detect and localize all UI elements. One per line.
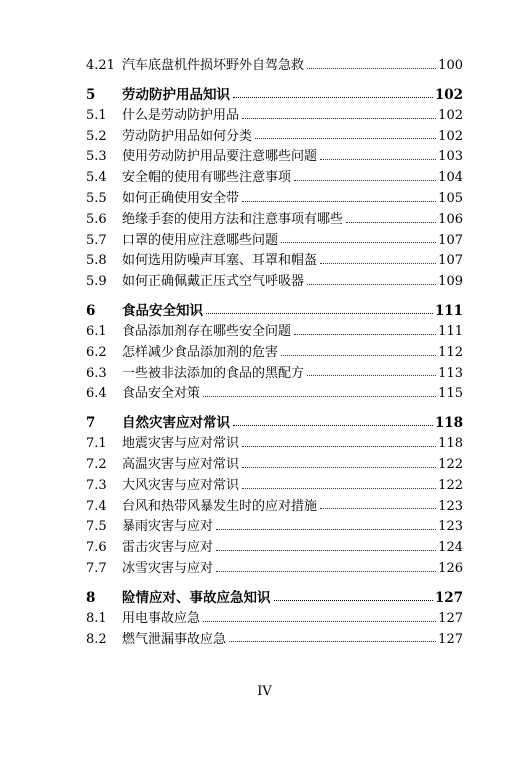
toc-entry-row[interactable] [86,497,463,518]
toc-entry-number: 5.7 [86,232,107,248]
toc-entry-row[interactable] [86,210,463,231]
toc-entry-title: 劳动防护用品如何分类 [122,128,253,144]
toc-entry-number: 7.7 [86,560,107,576]
toc-entry-title: 雷击灾害与应对 [122,540,214,556]
toc-entry-number: 6.1 [86,323,107,339]
toc-entry-page: 124 [438,540,463,556]
toc-entry-title: 大风灾害与应对常识 [122,477,240,493]
toc-entry-number: 6.2 [86,344,107,360]
toc-entry-page: 126 [438,560,463,576]
dot-leader [206,313,433,314]
toc-entry-page: 104 [438,170,463,186]
toc-entry-number: 8.1 [86,610,107,626]
dot-leader [320,263,436,264]
toc-entry-title: 险情应对、事故应急知识 [122,589,271,606]
toc-entry-page: 102 [438,128,463,144]
dot-leader [216,529,436,530]
dot-leader [281,242,436,243]
toc-entry-title: 暴雨灾害与应对 [122,519,214,535]
toc-entry-page: 107 [438,253,463,269]
toc-entry-number: 6.4 [86,386,107,402]
toc-entry-title: 口罩的使用应注意哪些问题 [122,232,279,248]
toc-entry-page: 127 [438,631,463,647]
toc-entry-row[interactable] [86,127,463,148]
toc-entry-page: 100 [438,58,463,73]
toc-entry-number: 5.6 [86,211,107,227]
dot-leader [233,97,433,98]
toc-entry-title: 冰雪灾害与应对 [122,560,214,576]
toc-entry-number: 4.21 [86,58,115,73]
toc-entry-title: 高温灾害与应对常识 [122,456,240,472]
toc-entry-title: 使用劳动防护用品要注意哪些问题 [122,149,318,165]
toc-entry-title: 自然灾害应对常识 [122,415,230,432]
toc-entry-title: 绝缘手套的使用方法和注意事项有哪些 [122,211,344,227]
toc-entry-number: 6 [86,302,96,319]
toc-entry-title: 如何正确使用安全带 [122,190,240,206]
toc-entry-number: 5.2 [86,128,107,144]
dot-leader [242,488,436,489]
toc-entry-number: 5.4 [86,170,107,186]
toc-entry-row[interactable] [86,476,463,497]
toc-entry-page: 106 [438,211,463,227]
toc-entry-number: 5 [86,86,96,103]
toc-entry-row[interactable] [86,272,463,293]
toc-entry-page: 122 [438,477,463,493]
dot-leader [233,425,433,426]
toc-entry-page: 105 [438,190,463,206]
toc-chapter-row[interactable] [86,413,463,434]
dot-leader [242,467,436,468]
toc-entry-page: 109 [438,274,463,290]
toc-entry-row[interactable] [86,147,463,168]
toc-entry-row[interactable] [86,251,463,272]
toc-entry-title: 食品安全知识 [122,302,203,319]
table-of-contents [86,56,463,650]
dot-leader [203,621,436,622]
toc-entry-page: 102 [434,86,463,103]
toc-entry-row[interactable] [86,630,463,651]
page-number: IV [257,684,272,699]
toc-entry-page: 118 [438,436,463,452]
toc-entry-row[interactable] [86,434,463,455]
toc-entry-row[interactable] [86,517,463,538]
toc-entry-row[interactable] [86,455,463,476]
toc-entry-title: 劳动防护用品知识 [122,86,230,103]
toc-entry-number: 5.1 [86,107,107,123]
dot-leader [216,550,436,551]
toc-entry-page: 107 [438,232,463,248]
toc-entry-row[interactable] [86,322,463,343]
toc-chapter-row[interactable] [86,301,463,322]
dot-leader [320,159,436,160]
toc-entry-number: 7.1 [86,436,107,452]
toc-entry-title: 如何选用防噪声耳塞、耳罩和帽盔 [122,253,318,269]
toc-entry-number: 7.6 [86,540,107,556]
toc-entry-row[interactable] [86,56,463,77]
toc-entry-title: 汽车底盘机件损坏野外自驾急救 [122,58,305,73]
toc-entry-page: 127 [434,589,463,606]
dot-leader [216,571,436,572]
toc-entry-number: 8 [86,589,96,606]
toc-entry-number: 8.2 [86,631,107,647]
toc-entry-number: 7.5 [86,519,107,535]
toc-entry-page: 123 [438,498,463,514]
toc-entry-page: 103 [438,149,463,165]
toc-entry-page: 113 [438,365,463,381]
dot-leader [294,334,436,335]
toc-entry-row[interactable] [86,559,463,580]
dot-leader [281,355,436,356]
toc-entry-number: 7 [86,415,96,432]
toc-entry-row[interactable] [86,609,463,630]
toc-entry-page: 115 [438,386,463,402]
dot-leader [274,600,433,601]
toc-entry-title: 如何正确佩戴正压式空气呼吸器 [122,274,305,290]
toc-entry-row[interactable] [86,538,463,559]
toc-entry-number: 5.8 [86,253,107,269]
toc-entry-row[interactable] [86,343,463,364]
dot-leader [294,180,436,181]
toc-entry-title: 食品添加剂存在哪些安全问题 [122,323,292,339]
toc-entry-page: 127 [438,610,463,626]
toc-entry-page: 122 [438,456,463,472]
toc-entry-page: 112 [438,344,463,360]
dot-leader [229,641,436,642]
toc-entry-number: 5.3 [86,149,107,165]
dot-leader [203,396,436,397]
toc-entry-title: 一些被非法添加的食品的黑配方 [122,365,305,381]
toc-entry-title: 用电事故应急 [122,610,201,626]
toc-chapter-row[interactable] [86,85,463,106]
dot-leader [242,118,436,119]
dot-leader [320,508,436,509]
toc-entry-row[interactable] [86,189,463,210]
toc-entry-title: 怎样减少食品添加剂的危害 [122,344,279,360]
toc-entry-row[interactable] [86,168,463,189]
toc-entry-title: 台风和热带风暴发生时的应对措施 [122,498,318,514]
toc-entry-number: 6.3 [86,365,107,381]
dot-leader [307,68,436,69]
toc-entry-number: 5.9 [86,274,107,290]
dot-leader [346,222,436,223]
toc-entry-number: 7.3 [86,477,107,493]
toc-chapter-row[interactable] [86,588,463,609]
toc-entry-title: 燃气泄漏事故应急 [122,631,227,647]
toc-entry-row[interactable] [86,364,463,385]
toc-entry-number: 7.4 [86,498,107,514]
toc-entry-page: 102 [438,107,463,123]
toc-entry-row[interactable] [86,384,463,405]
toc-entry-number: 5.5 [86,190,107,206]
dot-leader [255,138,436,139]
dot-leader [242,201,436,202]
toc-entry-page: 118 [434,415,463,432]
toc-entry-title: 食品安全对策 [122,386,201,402]
toc-entry-title: 安全帽的使用有哪些注意事项 [122,170,292,186]
toc-entry-page: 111 [438,323,463,339]
dot-leader [307,375,436,376]
toc-entry-title: 地震灾害与应对常识 [122,436,240,452]
dot-leader [307,284,436,285]
toc-entry-title: 什么是劳动防护用品 [122,107,240,123]
toc-entry-page: 123 [438,519,463,535]
toc-entry-row[interactable] [86,231,463,252]
toc-entry-number: 7.2 [86,456,107,472]
toc-entry-row[interactable] [86,106,463,127]
dot-leader [242,446,436,447]
toc-entry-page: 111 [434,302,463,319]
